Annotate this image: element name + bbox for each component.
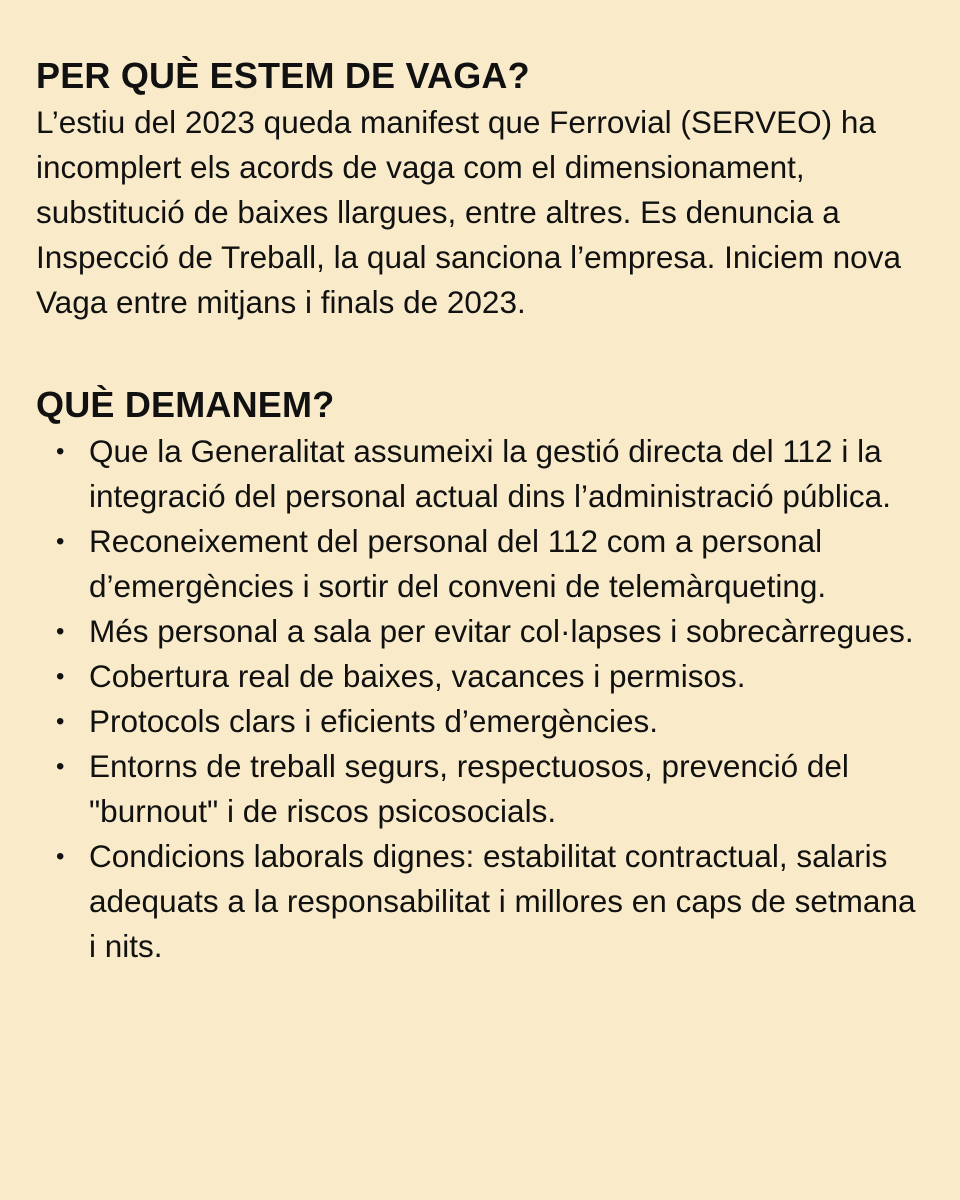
why-strike-section bbox=[36, 52, 920, 325]
demand-item bbox=[36, 834, 920, 969]
bullet-icon: • bbox=[56, 843, 65, 870]
demand-item bbox=[36, 744, 920, 834]
demand-item bbox=[36, 699, 920, 744]
demand-text: Que la Generalitat assumeixi la gestió directa del 112 i la integració del personal actual dins l’administració pública. bbox=[89, 433, 891, 514]
demands-list bbox=[36, 429, 920, 969]
demand-text: Cobertura real de baixes, vacances i permisos. bbox=[89, 658, 746, 694]
demand-item bbox=[36, 609, 920, 654]
bullet-icon: • bbox=[56, 618, 65, 645]
demand-item bbox=[36, 654, 920, 699]
demand-text: Més personal a sala per evitar col·lapses i sobrecàrregues. bbox=[89, 613, 914, 649]
demand-text: Condicions laborals dignes: estabilitat contractual, salaris adequats a la responsabilitat i millores en caps de setmana i nits. bbox=[89, 838, 916, 964]
demand-text: Reconeixement del personal del 112 com a personal d’emergències i sortir del conveni de telemàrqueting. bbox=[89, 523, 827, 604]
demands-heading: QUÈ DEMANEM? bbox=[36, 384, 335, 425]
bullet-icon: • bbox=[56, 753, 65, 780]
bullet-icon: • bbox=[56, 438, 65, 465]
bullet-icon: • bbox=[56, 528, 65, 555]
bullet-icon: • bbox=[56, 663, 65, 690]
demand-text: Entorns de treball segurs, respectuosos, prevenció del "burnout" i de riscos psicosocials. bbox=[89, 748, 849, 829]
demand-text: Protocols clars i eficients d’emergències. bbox=[89, 703, 658, 739]
why-strike-paragraph: L’estiu del 2023 queda manifest que Ferrovial (SERVEO) ha incomplert els acords de vaga com el dimensionament, substitució de baixes llargues, entre altres. Es denuncia a Inspecció de Treball, la qual sanciona l’empresa. Iniciem nova Vaga entre mitjans i finals de 2023. bbox=[36, 104, 901, 320]
demand-item bbox=[36, 519, 920, 609]
demand-item bbox=[36, 429, 920, 519]
bullet-icon: • bbox=[56, 708, 65, 735]
why-strike-heading: PER QUÈ ESTEM DE VAGA? bbox=[36, 55, 530, 96]
demands-section bbox=[36, 381, 920, 969]
